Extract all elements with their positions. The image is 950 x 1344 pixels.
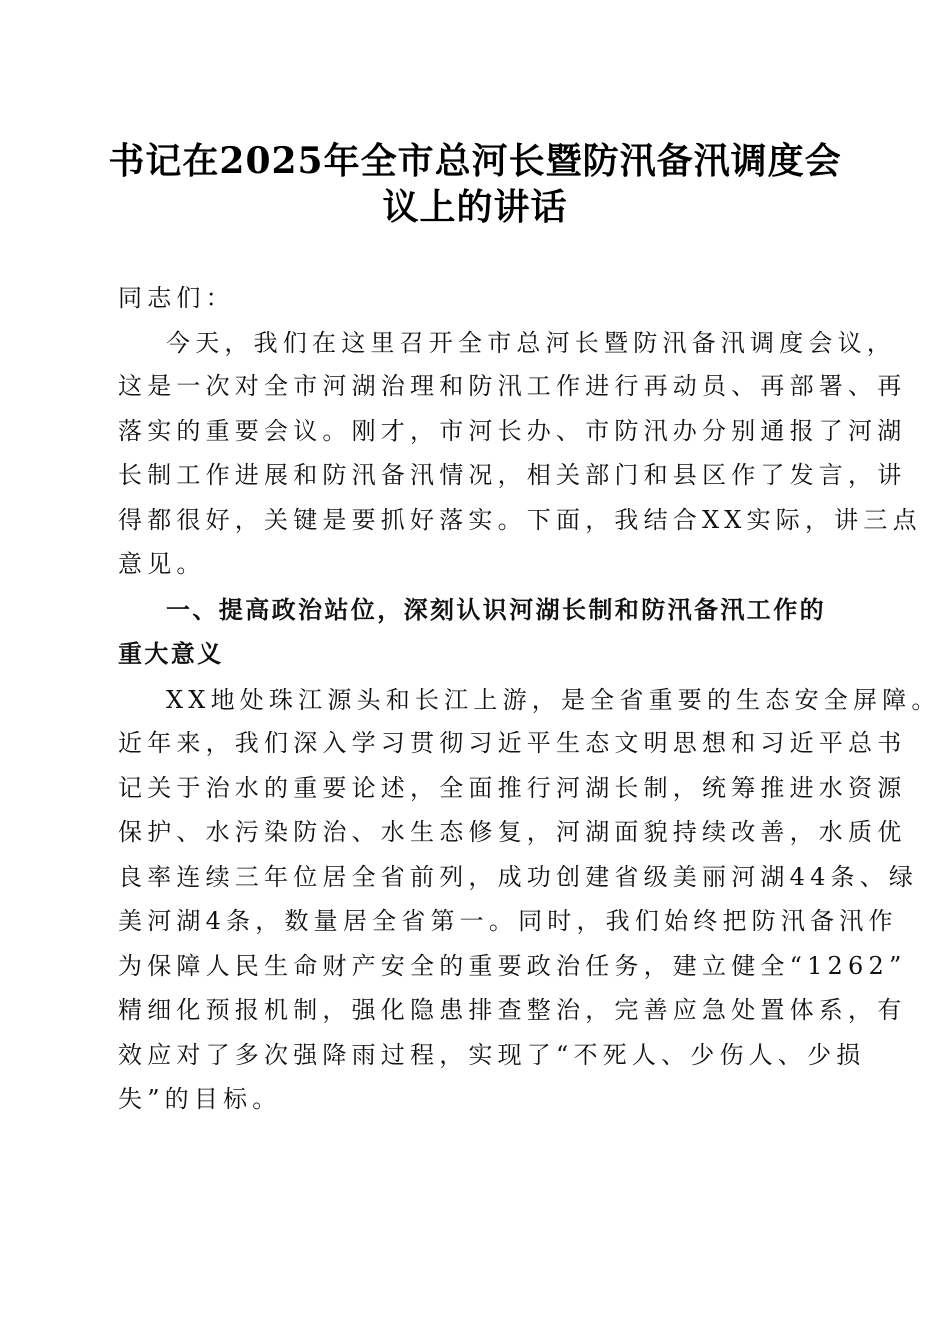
paragraph-line: 良率连续三年位居全省前列，成功创建省级美丽河湖44条、绿 bbox=[118, 863, 919, 891]
paragraph-line: XX地处珠江源头和长江上游，是全省重要的生态安全屏障。 bbox=[166, 686, 941, 714]
paragraph-line: 保护、水污染防治、水生态修复，河湖面貌持续改善，水质优 bbox=[118, 818, 907, 846]
paragraph-line: 效应对了多次强降雨过程，实现了“不死人、少伤人、少损 bbox=[118, 1041, 866, 1069]
paragraph-line: 为保障人民生命财产安全的重要政治任务，建立健全“1262” bbox=[118, 952, 907, 980]
paragraph-line: 今天，我们在这里召开全市总河长暨防汛备汛调度会议， bbox=[166, 329, 896, 357]
section-heading-line: 重大意义 bbox=[118, 640, 224, 668]
paragraph-line: 美河湖4条，数量居全省第一。同时，我们始终把防汛备汛作 bbox=[118, 907, 898, 935]
paragraph-line: 精细化预报机制，强化隐患排查整治，完善应急处置体系，有 bbox=[118, 996, 907, 1024]
paragraph-line: 落实的重要会议。刚才，市河长办、市防汛办分别通报了河湖 bbox=[118, 417, 907, 445]
paragraph-line: 近年来，我们深入学习贯彻习近平生态文明思想和习近平总书 bbox=[118, 729, 907, 757]
document-title-line-1: 书记在2025年全市总河长暨防汛备汛调度会 bbox=[108, 140, 842, 182]
salutation: 同志们： bbox=[118, 284, 235, 312]
paragraph-line: 这是一次对全市河湖治理和防汛工作进行再动员、再部署、再 bbox=[118, 372, 907, 400]
section-heading-line: 一、提高政治站位，深刻认识河湖长制和防汛备汛工作的 bbox=[166, 596, 826, 624]
document-title-line-2: 议上的讲话 bbox=[382, 186, 568, 228]
paragraph-line: 得都很好，关键是要抓好落实。下面，我结合XX实际，讲三点 bbox=[118, 506, 922, 534]
paragraph-line: 记关于治水的重要论述，全面推行河湖长制，统筹推进水资源 bbox=[118, 774, 907, 802]
paragraph-line: 意见。 bbox=[118, 550, 206, 578]
paragraph-line: 长制工作进展和防汛备汛情况，相关部门和县区作了发言，讲 bbox=[118, 461, 907, 489]
paragraph-line: 失”的目标。 bbox=[118, 1085, 282, 1113]
